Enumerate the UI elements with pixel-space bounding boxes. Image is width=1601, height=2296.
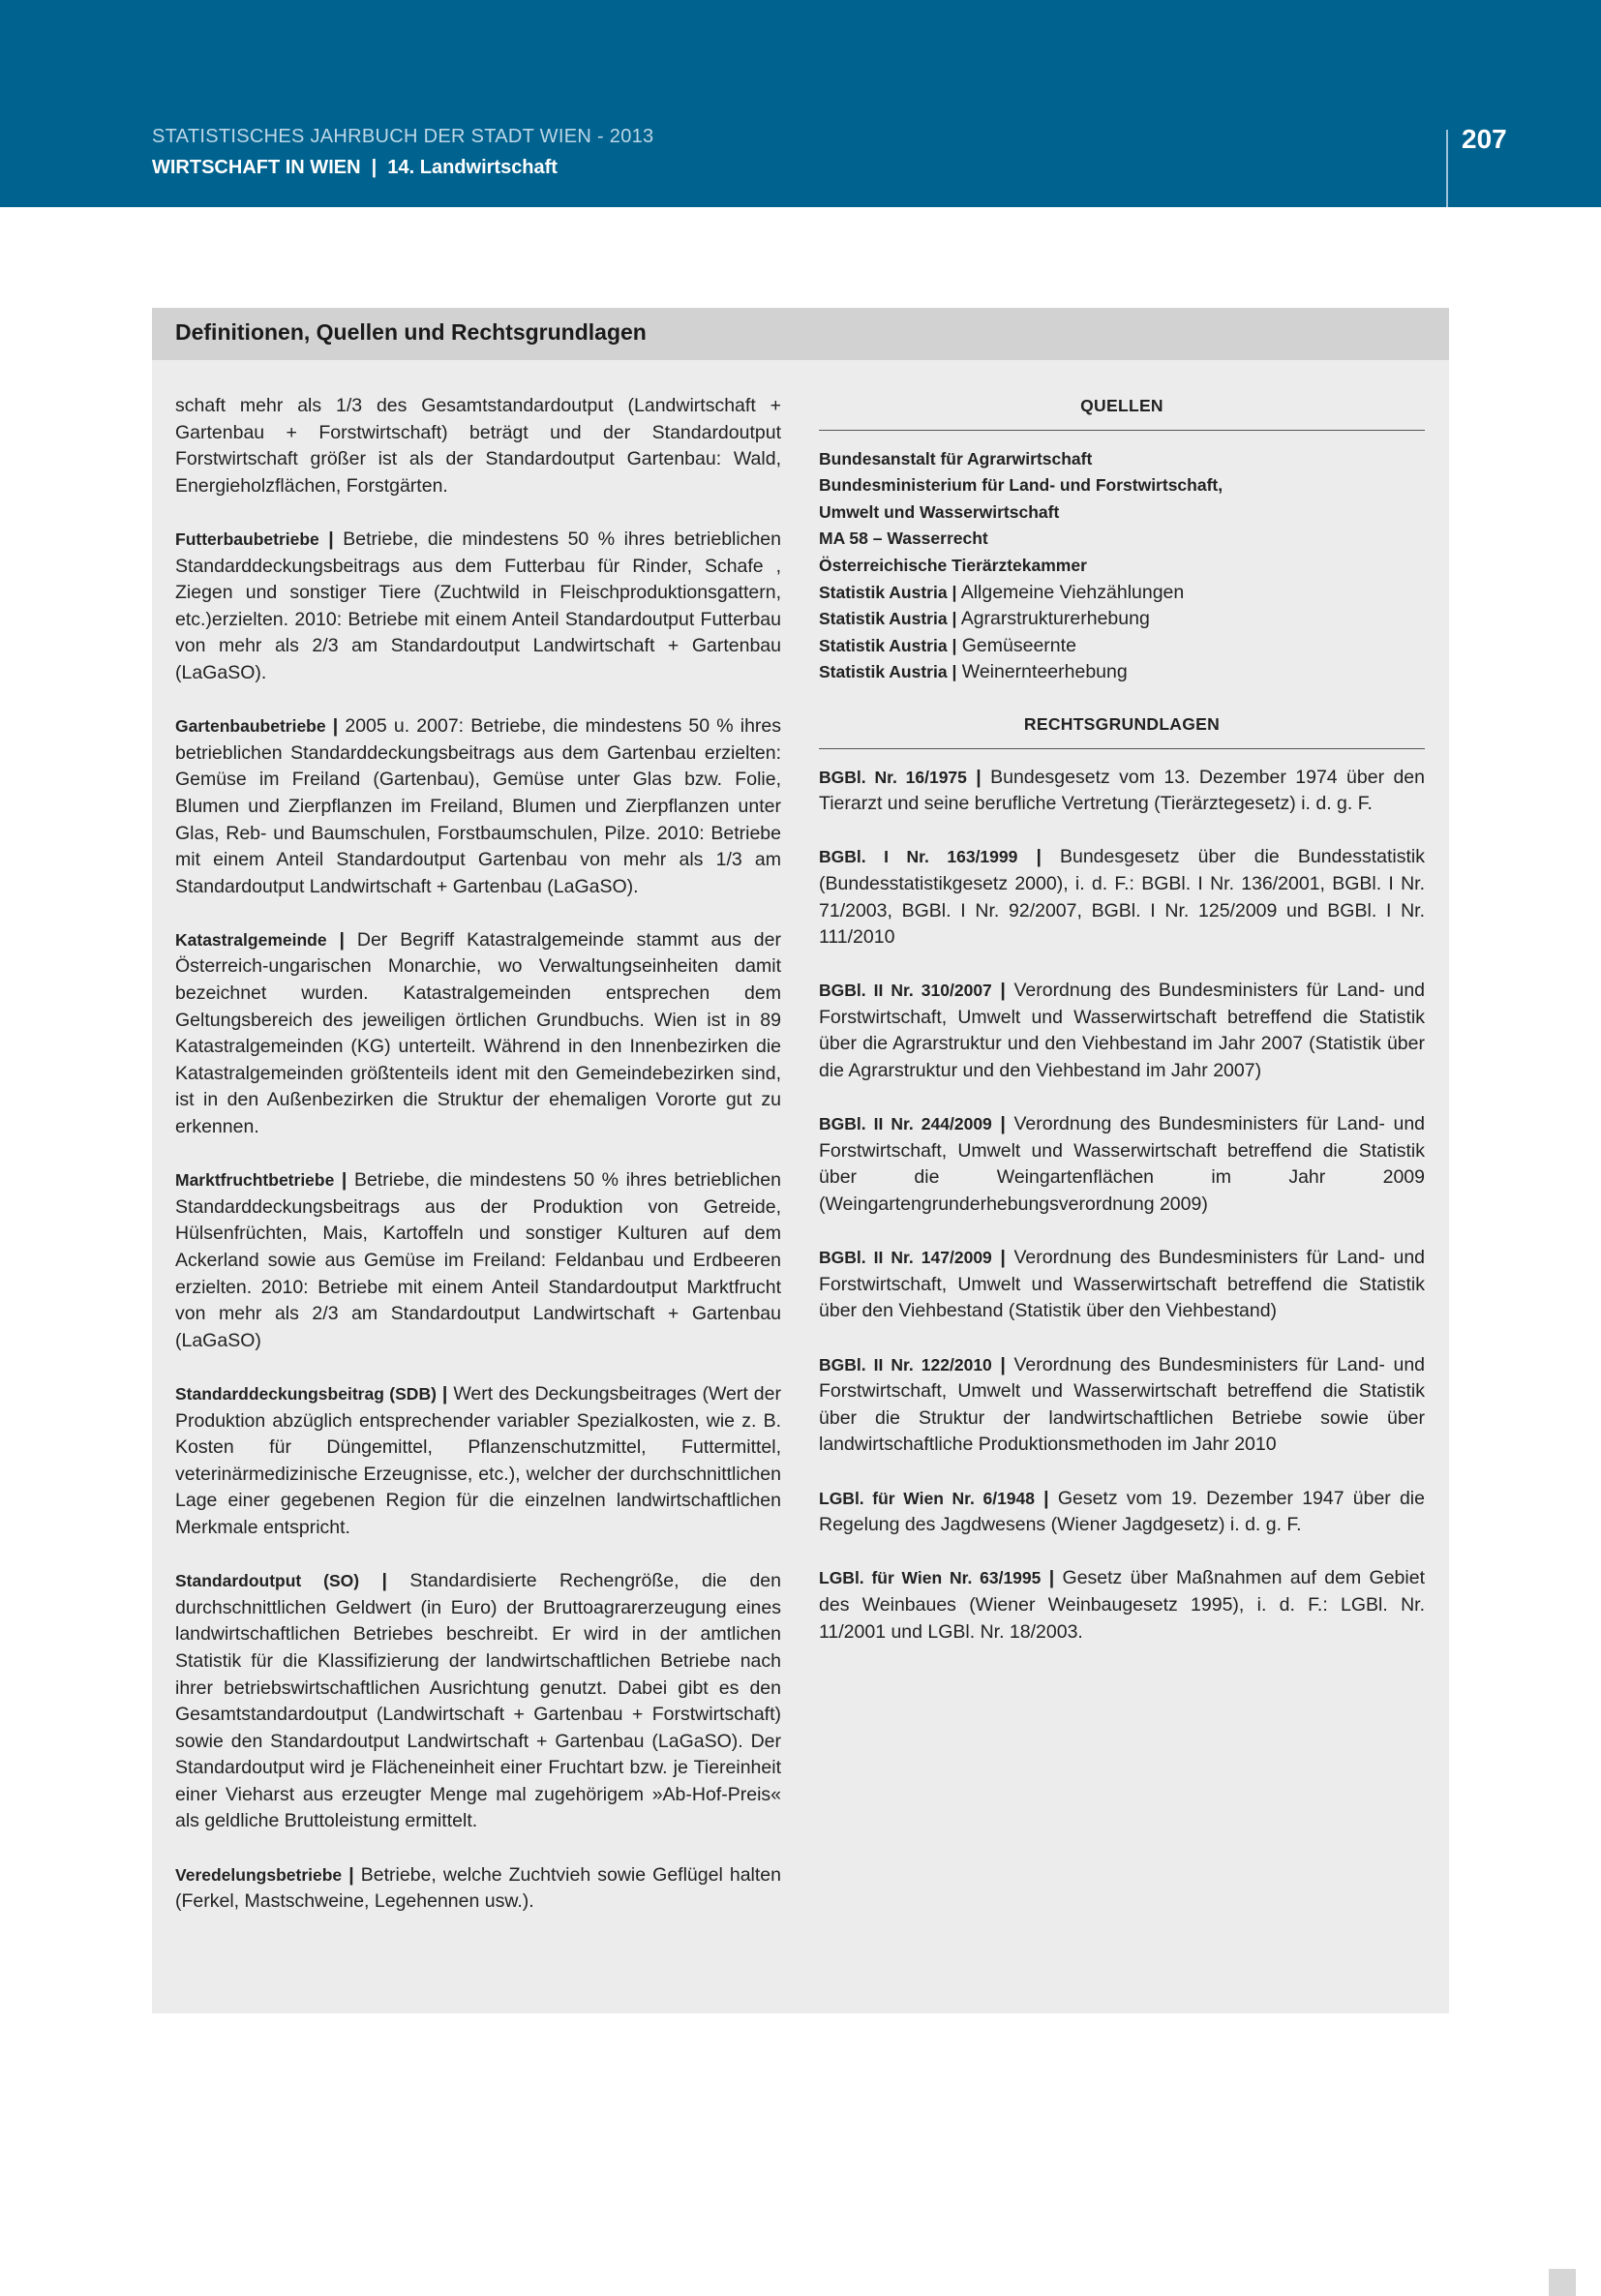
definition-text: 2005 u. 2007: Betriebe, die mindestens 50 % ihres betrieblichen Standarddeckungsbeitrags aus dem Gartenbau erzielten: Gemüse im Freiland (Gartenbau), Gemüse unter Glas bzw. Folie, Blumen und Zierpflanzen im Freiland, Blumen und Zierpflanzen unter Glas, Reb- und Baumschulen, Forstbaumschulen, Pilze. 2010: Betriebe mit einem Anteil Standardoutput Gartenbau von mehr als 1/3 am Standardoutput Landwirtschaft + Gartenbau (LaGaSO). [175,715,781,897]
source-item [819,633,1425,660]
source-item [819,472,1425,499]
source-item [819,580,1425,607]
source-detail: Gemüseernte [961,634,1076,656]
legal-item [819,978,1425,1084]
definition-intro: schaft mehr als 1/3 des Gesamtstandardoutput (Landwirtschaft + Gartenbau + Forstwirtschaft) beträgt und der Standardoutput Forstwirtschaft größer ist als der Standardoutput Gartenbau: Wald, Energieholzflächen, Forstgärten. [175,395,781,497]
legal-text: Verordnung des Bundesministers für Land- und Forstwirtschaft, Umwelt und Wasserwirtschaft betreffend die Statistik über die Weingartenflächen im Jahr 2009 (Weingartengrunderhebungsverordnung 2009) [819,1113,1426,1216]
legal-reference: BGBl. II Nr. 147/2009 [819,1248,992,1268]
legal-item [819,1111,1425,1218]
source-name: Statistik Austria | [819,635,957,655]
ref-separator: | [991,1353,1014,1375]
legal-item [819,1245,1425,1325]
definition-item [175,1862,781,1916]
ref-separator: | [1035,1487,1058,1509]
definitions-panel [152,308,1449,2013]
legal-heading: RECHTSGRUNDLAGEN [819,711,1425,749]
definition-item [175,713,781,900]
source-detail: Weinernteerhebung [961,661,1128,683]
legal-reference: BGBl. I Nr. 163/1999 [819,847,1018,867]
legal-item [819,844,1425,951]
definition-item [175,927,781,1141]
term-separator: | [325,715,346,738]
term-separator: | [342,1863,361,1886]
ref-separator: | [1041,1567,1063,1589]
legal-reference: BGBl. II Nr. 244/2009 [819,1114,992,1134]
definition-text: Standardisierte Rechengröße, die den durchschnittlichen Geldwert (in Euro) der Bruttoagrarerzeugung eines landwirtschaftlichen Betriebes beschreibt. Er wird in der amtlichen Statistik für die Klassifizierung der landwirtschaftlichen Betriebe nach ihrer betriebswirtschaftlichen Ausrichtung genutzt. Dabei gibt es den Gesamtstandardoutput (Landwirtschaft + Gartenbau + Forstwirtschaft) sowie den Standardoutput Landwirtschaft + Gartenbau (LaGaSO). Der Standardoutput wird je Flächeneinheit einer Fruchtart bzw. je Tiereinheit einer Vieharst aus erzeugter Menge mal zugehörigem »Ab-Hof-Preis« als geldliche Bruttoleistung ermittelt. [175,1570,781,1832]
header-bar [0,0,1601,207]
source-item [819,553,1425,580]
source-detail: Agrarstrukturerhebung [960,608,1150,630]
legal-item [819,1486,1425,1539]
sources-list [819,446,1425,686]
definition-text: Betriebe, die mindestens 50 % ihres betrieblichen Standarddeckungsbeitrags aus dem Futterbau für Rinder, Schafe , Ziegen und sonstiger Tiere (Zuchtwild in Fleischproduktionsgattern, etc.)erzielten. 2010: Betriebe mit einem Anteil Standardoutput Futterbau von mehr als 2/3 am Standardoutput Landwirtschaft + Gartenbau (LaGaSO). [175,528,781,683]
legal-reference: LGBl. für Wien Nr. 63/1995 [819,1568,1042,1588]
legal-reference: BGBl. Nr. 16/1975 [819,767,967,787]
legal-reference: BGBl. II Nr. 122/2010 [819,1354,992,1375]
publication-title: STATISTISCHES JAHRBUCH DER STADT WIEN - 2013 [152,126,654,147]
source-name: Umwelt und Wasserwirtschaft [819,501,1060,522]
legal-item [819,1352,1425,1459]
definition-text: Betriebe, die mindestens 50 % ihres betrieblichen Standarddeckungsbeitrags aus der Produktion von Getreide, Hülsenfrüchten, Mais, Kartoffeln und sonstiger Kulturen auf dem Ackerland sowie aus Gemüse im Freiland: Feldanbau und Erdbeeren erzielten. 2010: Betriebe mit einem Anteil Standardoutput Marktfrucht von mehr als 2/3 am Standardoutput Landwirtschaft + Gartenbau (LaGaSO) [175,1169,781,1351]
ref-separator: | [991,980,1014,1002]
definition-item [175,527,781,687]
term-separator: | [326,928,357,951]
header-divider [1446,130,1448,207]
legal-item [819,765,1425,818]
definition-item [175,1381,781,1542]
legal-list [819,765,1425,1646]
definition-text: Der Begriff Katastralgemeinde stammt aus der Österreich-ungarischen Monarchie, wo Verwaltungseinheiten damit bezeichnet wurden. Katastralgemeinden entsprechen dem Geltungsbereich des jeweiligen örtlichen Grundbuchs. Wien ist in 89 Katastralgemeinden (KG) unterteilt. Während in den Innenbezirken die Katastralgemeinden größtenteils ident mit den Gemeindebezirken sind, ist in den Außenbezirken die Struktur der ehemaligen Vororte gut zu erkennen. [175,928,781,1138]
definition-text: Wert des Deckungsbeitrages (Wert der Produktion abzüglich entsprechender variabler Spezialkosten, wie z. B. Kosten für Düngemittel, Pflanzenschutzmittel, Futtermittel, veterinärmedizinische Erzeugnisse, etc.), welcher der durchschnittlichen Lage einer gegebenen Region für die einzelnen landwirtschaftlichen Merkmale entspricht. [175,1382,781,1538]
definition-item [175,1167,781,1354]
legal-text: Verordnung des Bundesministers für Land- und Forstwirtschaft, Umwelt und Wasserwirtschaft betreffend die Statistik über den Viehbestand (Statistik über den Viehbestand) [819,1247,1426,1322]
source-name: Österreichische Tierärztekammer [819,555,1087,575]
definition-item [175,1568,781,1835]
definition-term: Gartenbaubetriebe [175,716,326,737]
term-separator: | [436,1382,454,1405]
source-name: Bundesministerium für Land- und Forstwirtschaft, [819,475,1223,496]
panel-header [152,308,1449,360]
ref-separator: | [966,766,991,788]
definition-term: Veredelungsbetriebe [175,1864,343,1885]
source-name: MA 58 – Wasserrecht [819,529,988,549]
definition-term: Standardoutput (SO) [175,1571,360,1591]
legal-text: Bundesgesetz vom 13. Dezember 1974 über den Tierarzt und seine berufliche Vertretung (Tierärztegesetz) i. d. g. F. [819,766,1425,815]
panel-title: Definitionen, Quellen und Rechtsgrundlagen [175,319,647,345]
source-name: Bundesanstalt für Agrarwirtschaft [819,448,1093,468]
legal-text: Verordnung des Bundesministers für Land- und Forstwirtschaft, Umwelt und Wasserwirtschaft betreffend die Statistik über die Struktur der landwirtschaftlichen Betriebe sowie über landwirtschaftliche Produktionsmethoden im Jahr 2010 [819,1353,1426,1456]
term-separator: | [334,1169,354,1192]
sources-heading: QUELLEN [819,393,1425,431]
source-name: Statistik Austria | [819,609,957,629]
legal-text: Verordnung des Bundesministers für Land- und Forstwirtschaft, Umwelt und Wasserwirtschaft betreffend die Statistik über die Agrarstruktur und den Viehbestand im Jahr 2007 (Statistik über die Agrarstruktur und den Viehbestand im Jahr 2007) [819,980,1426,1082]
breadcrumb [152,157,558,179]
source-item [819,499,1425,527]
source-name: Statistik Austria | [819,662,957,682]
legal-text: Gesetz vom 19. Dezember 1947 über die Regelung des Jagdwesens (Wiener Jagdgesetz) i. d. g. F. [819,1487,1425,1536]
definition-term: Marktfruchtbetriebe [175,1170,335,1191]
definition-term: Katastralgemeinde [175,929,327,950]
definition-text: Betriebe, welche Zuchtvieh sowie Geflügel halten (Ferkel, Mastschweine, Legehennen usw.). [175,1863,781,1913]
source-detail: Allgemeine Viehzählungen [960,581,1185,603]
ref-separator: | [991,1113,1014,1135]
legal-item [819,1565,1425,1646]
definition-term: Standarddeckungsbeitrag (SDB) [175,1383,437,1404]
definition-list [175,527,781,1916]
source-item [819,526,1425,553]
breadcrumb-chapter: 14. Landwirtschaft [387,157,558,178]
breadcrumb-separator: | [366,157,382,178]
legal-text: Gesetz über Maßnahmen auf dem Gebiet des Weinbaues (Wiener Weinbaugesetz 1995), i. d. F.: LGBl. Nr. 11/2001 und LGBl. Nr. 18/2003. [819,1567,1425,1643]
definition-term: Futterbaubetriebe [175,529,319,549]
page-number: 207 [1462,124,1507,154]
term-separator: | [318,528,344,550]
legal-reference: BGBl. II Nr. 310/2007 [819,981,992,1001]
legal-text: Bundesgesetz über die Bundesstatistik (Bundesstatistikgesetz 2000), i. d. F.: BGBl. I Nr. 136/2001, BGBl. I Nr. 71/2003, BGBl. I Nr. 92/2007, BGBl. I Nr. 125/2009 und BGBl. I Nr. 111/2010 [819,846,1425,949]
breadcrumb-section: WIRTSCHAFT IN WIEN [152,157,361,178]
legal-reference: LGBl. für Wien Nr. 6/1948 [819,1488,1035,1508]
definitions-column [175,393,781,1942]
source-item [819,606,1425,633]
page-marker-square [1549,2269,1576,2296]
ref-separator: | [991,1247,1014,1269]
source-item [819,659,1425,686]
ref-separator: | [1017,846,1060,868]
source-name: Statistik Austria | [819,582,957,602]
source-item [819,446,1425,473]
term-separator: | [359,1570,410,1592]
sources-column [819,393,1425,1673]
